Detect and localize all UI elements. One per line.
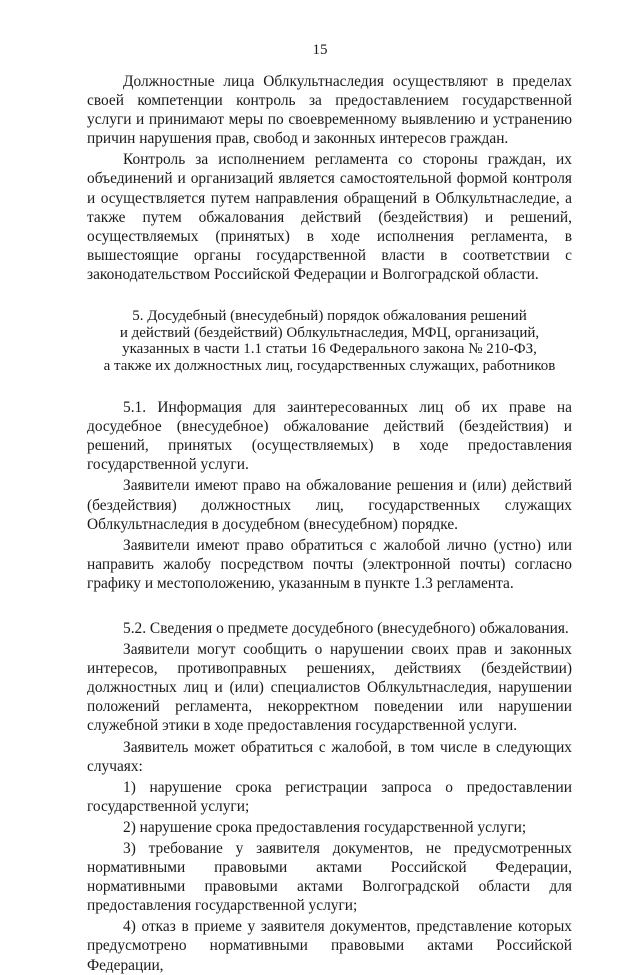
paragraph-5-1-info: 5.1. Информация для заинтересованных лиц об их праве на досудебное (внесудебное) обжалование действий (бездействия) и решений, принятых (осуществляемых) в ходе предоставления государственной услуги. bbox=[87, 399, 572, 474]
paragraph-control-citizens: Контроль за исполнением регламента со стороны граждан, их объединений и организаций является самостоятельной формой контроля и осуществляется путем направления обращений в Облкультнаследие, а также путем обжалования действий (бездействия) и решений, осуществляемых (принятых) в ходе исполнения регламента, в вышестоящие органы государственной власти в соответствии с законодательством Российской Федерации и Волгоградской области. bbox=[87, 151, 572, 283]
list-item: 1) нарушение срока регистрации запроса о предоставлении государственной услуги; bbox=[87, 778, 572, 815]
page-number: 15 bbox=[312, 42, 328, 58]
paragraph-5-2-subject: 5.2. Сведения о предмете досудебного (внесудебного) обжалования. bbox=[123, 619, 569, 637]
list-item: 2) нарушение срока предоставления государственной услуги; bbox=[123, 818, 527, 836]
list-item: 3) требование у заявителя документов, не предусмотренных нормативными правовыми актами Российской Федерации, нормативными правовыми актами Волгоградской области для предоставления государственной услуги; bbox=[87, 840, 572, 915]
section-5-heading-line: и действий (бездействий) Облкультнаследия, МФЦ, организаций, bbox=[119, 324, 540, 341]
page-content bbox=[87, 72, 572, 975]
paragraph-5-2-report: Заявители могут сообщить о нарушении своих прав и законных интересов, противоправных решениях, действиях (бездействии) должностных лиц и (или) специалистов Облкультнаследия, нарушении положений регламента, некорректном поведении или нарушении служебной этики в ходе предоставления государственной услуги. bbox=[87, 641, 572, 735]
section-5-heading-line: 5. Досудебный (внесудебный) порядок обжалования решений bbox=[132, 308, 527, 325]
section-5-heading-line: указанных в части 1.1 статьи 16 Федерального закона № 210-ФЗ, bbox=[122, 341, 537, 358]
paragraph-5-2-cases: Заявитель может обратиться с жалобой, в том числе в следующих случаях: bbox=[87, 738, 572, 775]
section-5-heading-line: а также их должностных лиц, государственных служащих, работников bbox=[103, 357, 556, 374]
paragraph-5-1-complaint: Заявители имеют право обратиться с жалобой лично (устно) или направить жалобу посредством почты (электронной почты) согласно графику и местоположению, указанным в пункте 1.3 регламента. bbox=[87, 536, 572, 592]
paragraph-5-1-right: Заявители имеют право на обжалование решения и (или) действий (бездействия) должностных лиц, государственных служащих Облкультнаследия в досудебном (внесудебном) порядке. bbox=[87, 477, 572, 533]
section-5-heading bbox=[87, 308, 572, 374]
list-item: 4) отказ в приеме у заявителя документов, представление которых предусмотрено нормативными правовыми актами Российской Федерации, bbox=[87, 918, 572, 974]
paragraph-control-officials: Должностные лица Облкультнаследия осуществляют в пределах своей компетенции контроль за предоставлением государственной услуги и принимают меры по своевременному выявлению и устранению причин нарушения прав, свобод и законных интересов граждан. bbox=[87, 73, 572, 148]
